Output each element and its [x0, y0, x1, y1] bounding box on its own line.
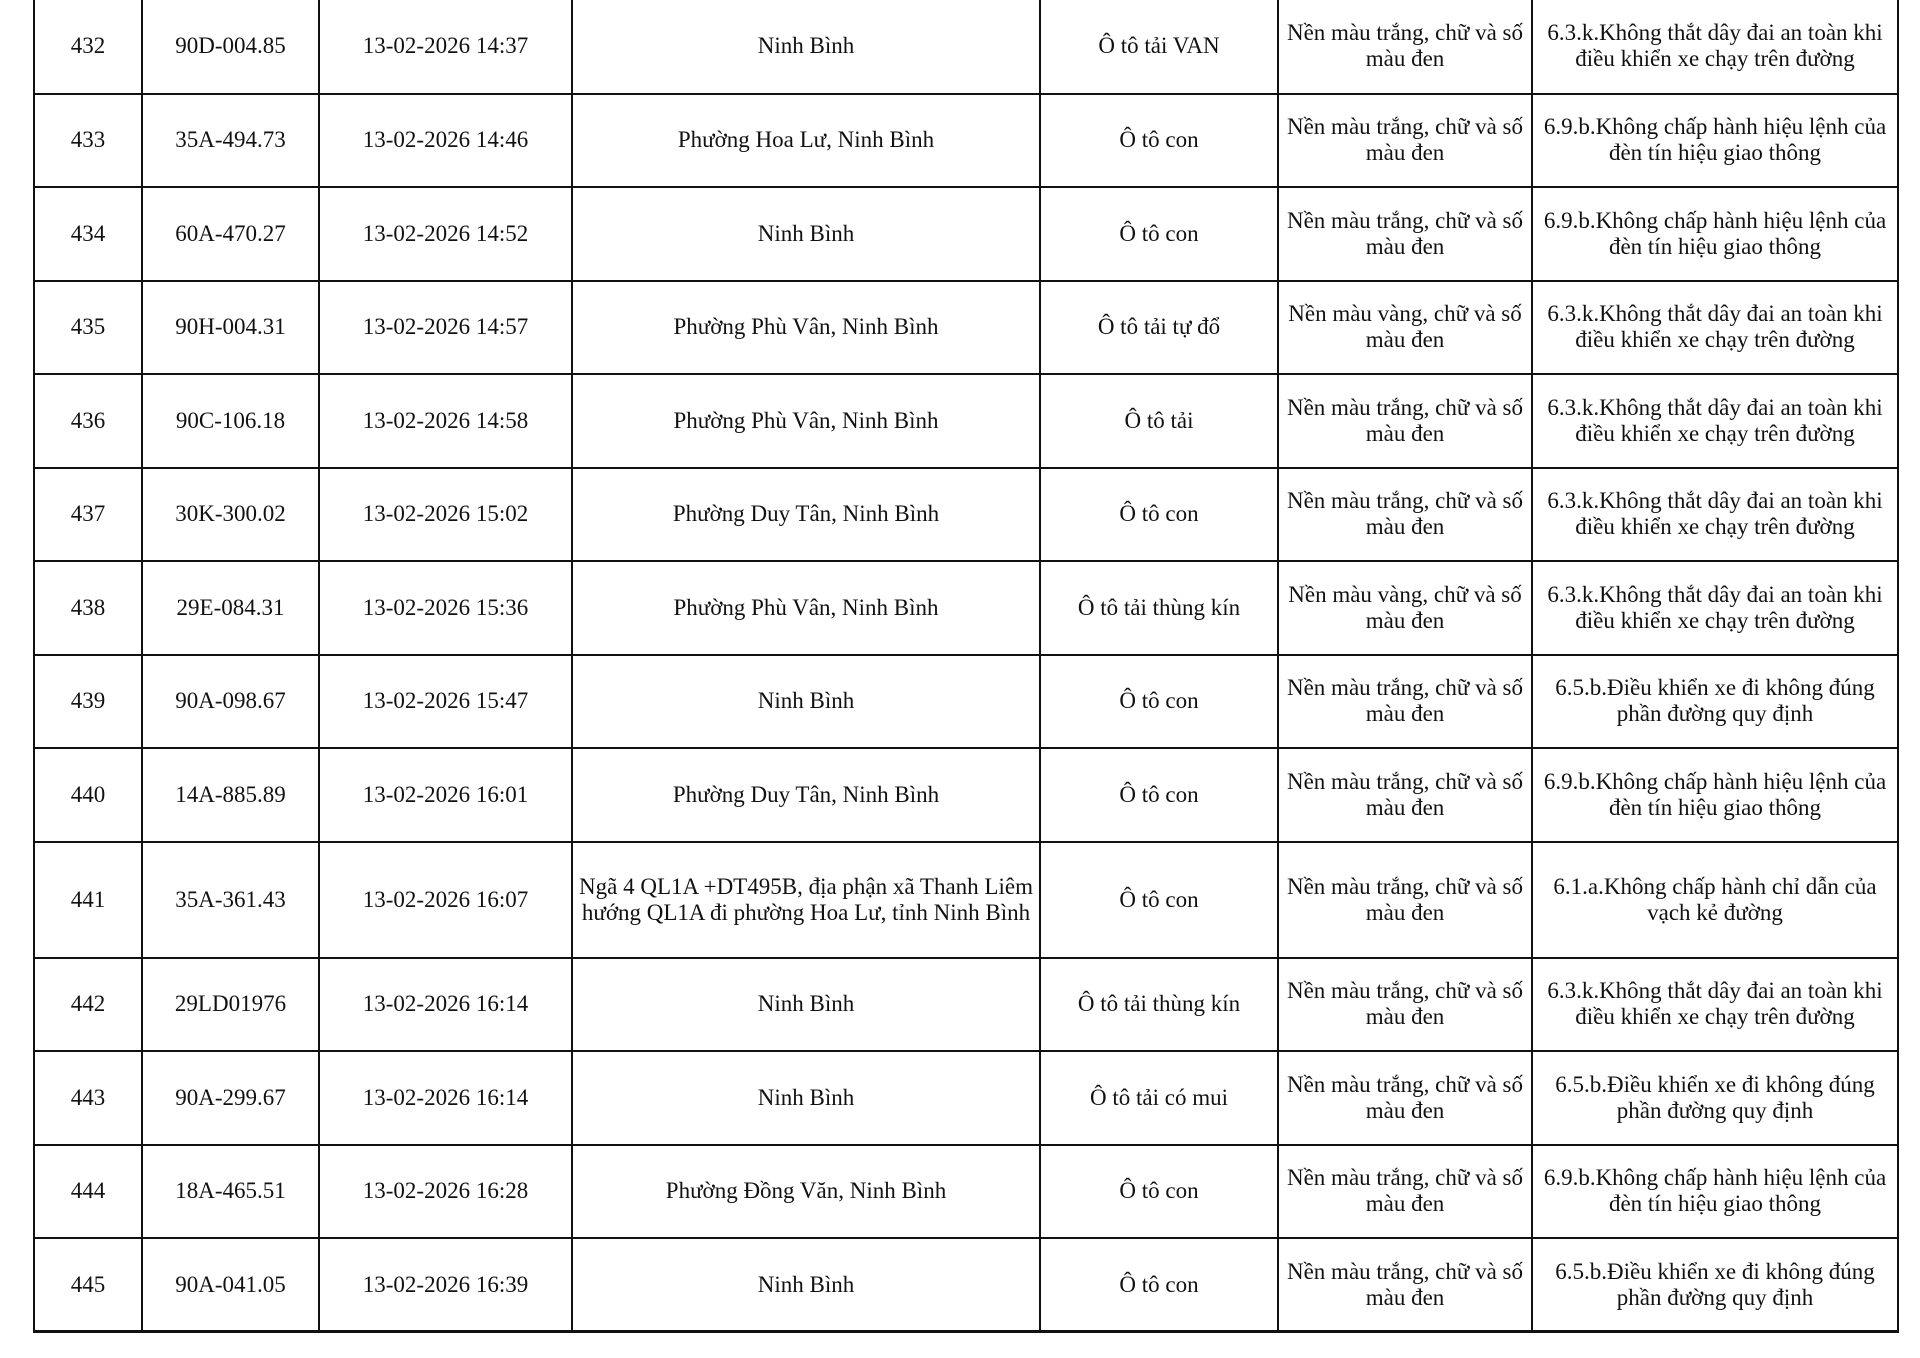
cell-plate: 90D-004.85 [142, 0, 319, 94]
cell-plate: 29LD01976 [142, 958, 319, 1052]
table-row [34, 958, 1898, 1052]
cell-violation: 6.5.b.Điều khiển xe đi không đúng phần đường quy định [1532, 1238, 1898, 1332]
cell-time: 13-02-2026 15:02 [319, 468, 572, 562]
cell-location: Ninh Bình [572, 0, 1040, 94]
cell-plate: 60A-470.27 [142, 187, 319, 281]
cell-plate-color: Nền màu trắng, chữ và số màu đen [1278, 0, 1532, 94]
violations-table-container [33, 0, 1897, 1333]
cell-location: Ninh Bình [572, 958, 1040, 1052]
cell-time: 13-02-2026 16:14 [319, 1051, 572, 1145]
cell-vehicle: Ô tô tải tự đổ [1040, 281, 1278, 375]
table-row [34, 561, 1898, 655]
cell-violation: 6.1.a.Không chấp hành chỉ dẫn của vạch kẻ đường [1532, 842, 1898, 958]
cell-time: 13-02-2026 16:28 [319, 1145, 572, 1239]
cell-time: 13-02-2026 16:39 [319, 1238, 572, 1332]
cell-stt: 442 [34, 958, 142, 1052]
cell-plate-color: Nền màu trắng, chữ và số màu đen [1278, 655, 1532, 749]
cell-vehicle: Ô tô con [1040, 187, 1278, 281]
cell-plate: 90A-041.05 [142, 1238, 319, 1332]
cell-vehicle: Ô tô tải có mui [1040, 1051, 1278, 1145]
cell-stt: 434 [34, 187, 142, 281]
cell-stt: 441 [34, 842, 142, 958]
cell-plate: 35A-494.73 [142, 94, 319, 188]
cell-stt: 440 [34, 748, 142, 842]
cell-time: 13-02-2026 16:01 [319, 748, 572, 842]
cell-violation: 6.3.k.Không thắt dây đai an toàn khi điều khiển xe chạy trên đường [1532, 281, 1898, 375]
cell-plate: 14A-885.89 [142, 748, 319, 842]
table-row [34, 842, 1898, 958]
table-row [34, 1145, 1898, 1239]
cell-time: 13-02-2026 16:07 [319, 842, 572, 958]
cell-stt: 433 [34, 94, 142, 188]
cell-violation: 6.3.k.Không thắt dây đai an toàn khi điều khiển xe chạy trên đường [1532, 468, 1898, 562]
cell-vehicle: Ô tô tải VAN [1040, 0, 1278, 94]
cell-plate: 90H-004.31 [142, 281, 319, 375]
cell-plate: 18A-465.51 [142, 1145, 319, 1239]
cell-location: Ninh Bình [572, 1051, 1040, 1145]
cell-time: 13-02-2026 14:37 [319, 0, 572, 94]
cell-vehicle: Ô tô con [1040, 655, 1278, 749]
cell-violation: 6.3.k.Không thắt dây đai an toàn khi điều khiển xe chạy trên đường [1532, 958, 1898, 1052]
cell-stt: 445 [34, 1238, 142, 1332]
cell-time: 13-02-2026 14:52 [319, 187, 572, 281]
cell-plate-color: Nền màu trắng, chữ và số màu đen [1278, 1051, 1532, 1145]
cell-vehicle: Ô tô tải thùng kín [1040, 958, 1278, 1052]
cell-violation: 6.3.k.Không thắt dây đai an toàn khi điều khiển xe chạy trên đường [1532, 0, 1898, 94]
cell-stt: 438 [34, 561, 142, 655]
table-row [34, 655, 1898, 749]
cell-vehicle: Ô tô con [1040, 468, 1278, 562]
table-row [34, 748, 1898, 842]
cell-violation: 6.9.b.Không chấp hành hiệu lệnh của đèn tín hiệu giao thông [1532, 748, 1898, 842]
cell-violation: 6.3.k.Không thắt dây đai an toàn khi điều khiển xe chạy trên đường [1532, 561, 1898, 655]
cell-location: Ninh Bình [572, 187, 1040, 281]
cell-violation: 6.3.k.Không thắt dây đai an toàn khi điều khiển xe chạy trên đường [1532, 374, 1898, 468]
cell-vehicle: Ô tô con [1040, 1238, 1278, 1332]
cell-plate: 35A-361.43 [142, 842, 319, 958]
cell-plate: 30K-300.02 [142, 468, 319, 562]
cell-plate-color: Nền màu trắng, chữ và số màu đen [1278, 1145, 1532, 1239]
cell-stt: 436 [34, 374, 142, 468]
cell-vehicle: Ô tô con [1040, 1145, 1278, 1239]
cell-location: Ngã 4 QL1A +DT495B, địa phận xã Thanh Liêm hướng QL1A đi phường Hoa Lư, tỉnh Ninh Bình [572, 842, 1040, 958]
violations-table [33, 0, 1899, 1333]
table-row [34, 1051, 1898, 1145]
cell-plate-color: Nền màu vàng, chữ và số màu đen [1278, 561, 1532, 655]
cell-stt: 435 [34, 281, 142, 375]
table-row [34, 468, 1898, 562]
cell-plate: 29E-084.31 [142, 561, 319, 655]
table-row [34, 1238, 1898, 1332]
cell-vehicle: Ô tô con [1040, 748, 1278, 842]
cell-vehicle: Ô tô con [1040, 94, 1278, 188]
cell-vehicle: Ô tô tải [1040, 374, 1278, 468]
cell-time: 13-02-2026 16:14 [319, 958, 572, 1052]
cell-time: 13-02-2026 15:47 [319, 655, 572, 749]
cell-stt: 444 [34, 1145, 142, 1239]
cell-time: 13-02-2026 14:57 [319, 281, 572, 375]
cell-plate-color: Nền màu trắng, chữ và số màu đen [1278, 94, 1532, 188]
cell-location: Ninh Bình [572, 1238, 1040, 1332]
cell-vehicle: Ô tô tải thùng kín [1040, 561, 1278, 655]
cell-violation: 6.9.b.Không chấp hành hiệu lệnh của đèn tín hiệu giao thông [1532, 187, 1898, 281]
cell-location: Ninh Bình [572, 655, 1040, 749]
cell-location: Phường Phù Vân, Ninh Bình [572, 561, 1040, 655]
cell-plate-color: Nền màu trắng, chữ và số màu đen [1278, 748, 1532, 842]
cell-violation: 6.9.b.Không chấp hành hiệu lệnh của đèn tín hiệu giao thông [1532, 1145, 1898, 1239]
cell-plate: 90A-098.67 [142, 655, 319, 749]
cell-violation: 6.5.b.Điều khiển xe đi không đúng phần đường quy định [1532, 655, 1898, 749]
cell-stt: 439 [34, 655, 142, 749]
cell-time: 13-02-2026 15:36 [319, 561, 572, 655]
cell-location: Phường Hoa Lư, Ninh Bình [572, 94, 1040, 188]
cell-plate: 90A-299.67 [142, 1051, 319, 1145]
cell-location: Phường Đồng Văn, Ninh Bình [572, 1145, 1040, 1239]
table-row [34, 281, 1898, 375]
cell-location: Phường Duy Tân, Ninh Bình [572, 468, 1040, 562]
table-row [34, 0, 1898, 94]
cell-location: Phường Phù Vân, Ninh Bình [572, 374, 1040, 468]
cell-violation: 6.9.b.Không chấp hành hiệu lệnh của đèn tín hiệu giao thông [1532, 94, 1898, 188]
cell-plate-color: Nền màu trắng, chữ và số màu đen [1278, 958, 1532, 1052]
cell-violation: 6.5.b.Điều khiển xe đi không đúng phần đường quy định [1532, 1051, 1898, 1145]
cell-time: 13-02-2026 14:58 [319, 374, 572, 468]
table-row [34, 374, 1898, 468]
table-row [34, 187, 1898, 281]
cell-plate-color: Nền màu trắng, chữ và số màu đen [1278, 468, 1532, 562]
cell-stt: 437 [34, 468, 142, 562]
cell-vehicle: Ô tô con [1040, 842, 1278, 958]
cell-plate-color: Nền màu trắng, chữ và số màu đen [1278, 1238, 1532, 1332]
cell-plate-color: Nền màu trắng, chữ và số màu đen [1278, 187, 1532, 281]
table-row [34, 94, 1898, 188]
cell-plate: 90C-106.18 [142, 374, 319, 468]
cell-plate-color: Nền màu trắng, chữ và số màu đen [1278, 842, 1532, 958]
cell-plate-color: Nền màu vàng, chữ và số màu đen [1278, 281, 1532, 375]
cell-location: Phường Phù Vân, Ninh Bình [572, 281, 1040, 375]
cell-time: 13-02-2026 14:46 [319, 94, 572, 188]
cell-location: Phường Duy Tân, Ninh Bình [572, 748, 1040, 842]
cell-stt: 443 [34, 1051, 142, 1145]
cell-stt: 432 [34, 0, 142, 94]
cell-plate-color: Nền màu trắng, chữ và số màu đen [1278, 374, 1532, 468]
